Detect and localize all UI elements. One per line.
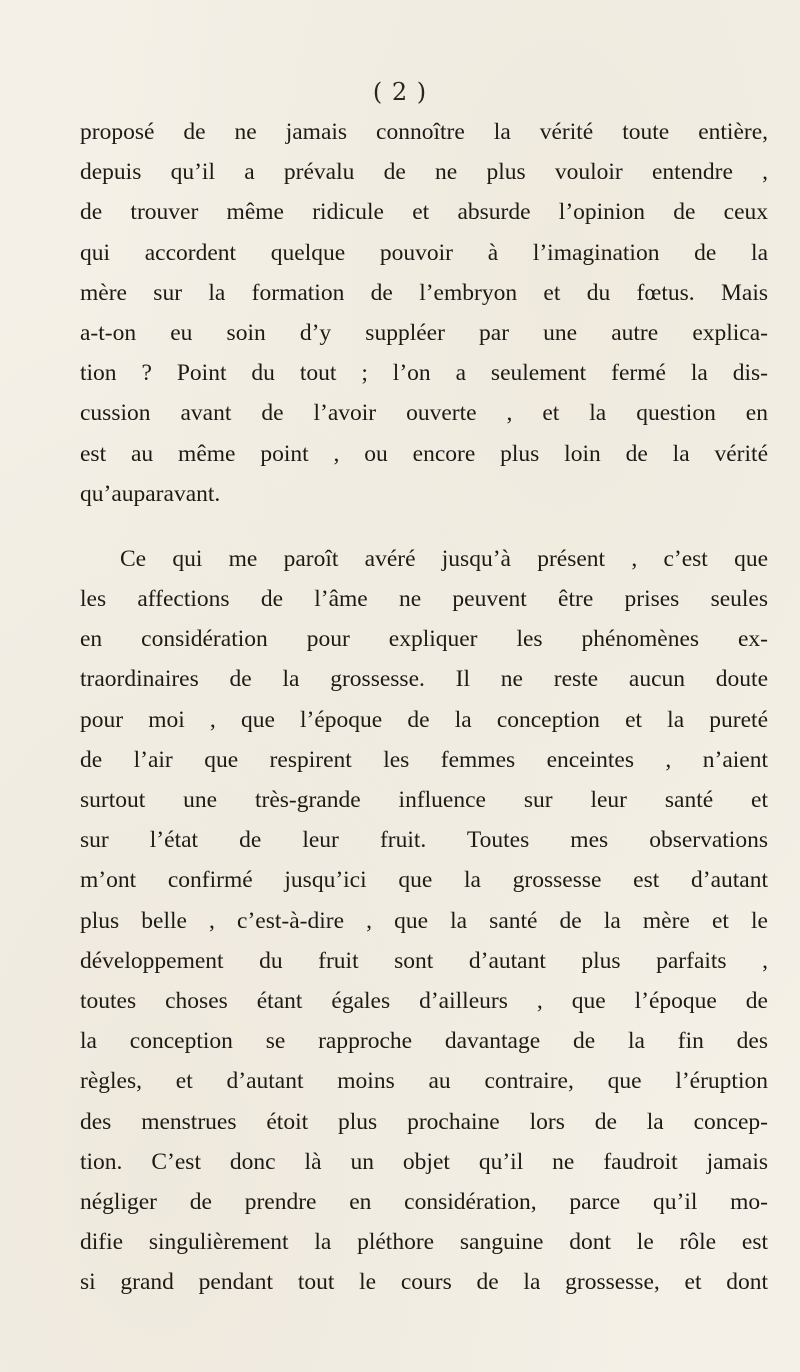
text-line: en considération pour expliquer les phénomènes ex- bbox=[80, 626, 768, 653]
page-number: ( 2 ) bbox=[372, 78, 428, 106]
text-line: Ce qui me paroît avéré jusqu’à présent , c’est que bbox=[120, 545, 768, 572]
text-line: mère sur la formation de l’embryon et du fœtus. Mais bbox=[80, 279, 768, 306]
paragraph-gap bbox=[80, 514, 768, 539]
text-line: des menstrues étoit plus prochaine lors de la concep- bbox=[80, 1108, 768, 1135]
text-line: de trouver même ridicule et absurde l’opinion de ceux bbox=[80, 199, 768, 226]
text-line: qui accordent quelque pouvoir à l’imagination de la bbox=[80, 239, 768, 266]
text-line: règles, et d’autant moins au contraire, que l’éruption bbox=[80, 1068, 768, 1095]
text-line: sur l’état de leur fruit. Toutes mes observations bbox=[80, 827, 768, 854]
text-line: toutes choses étant égales d’ailleurs , que l’époque de bbox=[80, 987, 768, 1014]
text-line: a-t-on eu soin d’y suppléer par une autre explica- bbox=[80, 319, 768, 346]
text-line: si grand pendant tout le cours de la grossesse, et dont bbox=[80, 1269, 768, 1296]
paragraph-1 bbox=[80, 112, 768, 514]
text-line: traordinaires de la grossesse. Il ne reste aucun doute bbox=[80, 666, 768, 693]
text-line: cussion avant de l’avoir ouverte , et la question en bbox=[80, 400, 768, 427]
text-line: est au même point , ou encore plus loin de la vérité bbox=[80, 440, 768, 467]
text-line: les affections de l’âme ne peuvent être prises seules bbox=[80, 586, 768, 613]
paragraph-2 bbox=[80, 539, 768, 1303]
body-text bbox=[80, 112, 768, 1302]
text-line: de l’air que respirent les femmes enceintes , n’aient bbox=[80, 746, 768, 773]
text-line: tion. C’est donc là un objet qu’il ne faudroit jamais bbox=[80, 1148, 768, 1175]
text-line: négliger de prendre en considération, parce qu’il mo- bbox=[80, 1188, 768, 1215]
text-line: pour moi , que l’époque de la conception et la pureté bbox=[80, 706, 768, 733]
text-line: la conception se rapproche davantage de la fin des bbox=[80, 1028, 768, 1055]
text-line: développement du fruit sont d’autant plus parfaits , bbox=[80, 947, 768, 974]
text-line: difie singulièrement la pléthore sanguine dont le rôle est bbox=[80, 1229, 768, 1256]
text-line: depuis qu’il a prévalu de ne plus vouloir entendre , bbox=[80, 159, 768, 186]
text-line: plus belle , c’est-à-dire , que la santé de la mère et le bbox=[80, 907, 768, 934]
text-line: surtout une très-grande influence sur leur santé et bbox=[80, 787, 768, 813]
text-line: tion ? Point du tout ; l’on a seulement fermé la dis- bbox=[80, 360, 768, 387]
text-line: m’ont confirmé jusqu’ici que la grossesse est d’autant bbox=[80, 867, 768, 894]
text-line: proposé de ne jamais connoître la vérité toute entière, bbox=[80, 119, 768, 145]
text-line: qu’auparavant. bbox=[80, 480, 221, 507]
